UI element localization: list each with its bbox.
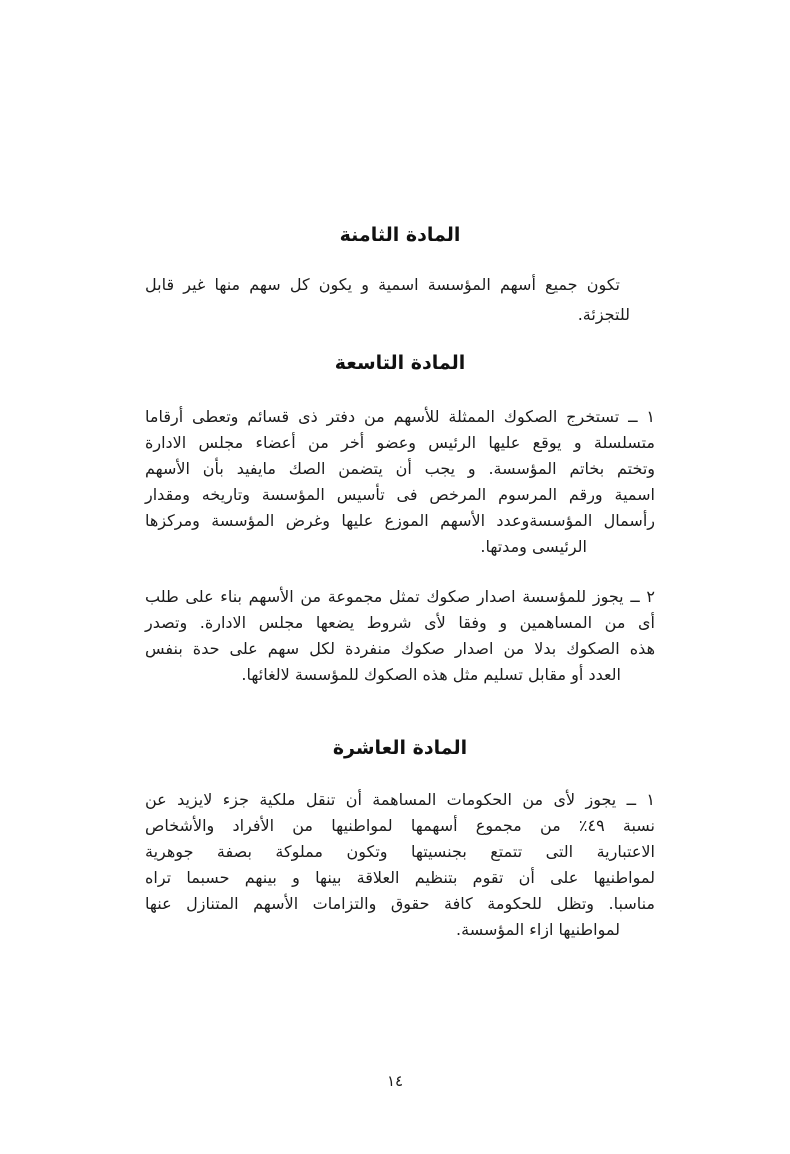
text-line: رأسمال المؤسسةوعدد الأسهم الموزع عليها وغرض المؤسسة ومركزها: [145, 511, 655, 530]
text-line: لمواطنيها ازاء المؤسسة.: [456, 920, 620, 939]
page-number: ١٤: [386, 1072, 404, 1090]
text-line: اسمية ورقم المرسوم المرخص فى تأسيس المؤسسة وتاريخه ومقدار: [145, 485, 655, 504]
item-number: ٢ ــ: [630, 587, 656, 606]
text-line: وتختم بخاتم المؤسسة. و يجب أن يتضمن الصك مايفيد بأن الأسهم: [145, 459, 655, 478]
text-line: نسبة ٤٩٪ من مجموع أسهمها لمواطنيها من الأفراد والأشخاص: [145, 816, 655, 835]
text-line: [145, 787, 655, 813]
text-line: هذه الصكوك بدلا من اصدار صكوك منفردة لكل سهم على حدة بنفس: [145, 639, 655, 658]
text-line: العدد أو مقابل تسليم مثل هذه الصكوك للمؤسسة لالغائها.: [241, 665, 621, 684]
article-10-heading: المادة العاشرة: [332, 737, 468, 759]
line-text: يجوز لأى من الحكومات المساهمة أن تنقل ملكية جزء لايزيد عن: [145, 790, 617, 809]
text-line: الرئيسى ومدتها.: [480, 537, 587, 556]
article-9-heading: المادة التاسعة: [334, 352, 466, 374]
text-line: [145, 584, 655, 610]
text-line: للتجزئة.: [577, 305, 630, 324]
article-8-body: [145, 270, 655, 330]
list-item-9-1: [145, 404, 655, 560]
article-8-heading: المادة الثامنة: [339, 224, 461, 246]
item-number: ١ ــ: [628, 407, 655, 426]
text-line: لمواطنيها على أن تقوم بتنظيم العلاقة بينها و بينهم حسبما تراه: [145, 868, 655, 887]
text-line: الاعتبارية التى تتمتع بجنسيتها وتكون مملوكة بصفة جوهرية: [145, 842, 655, 861]
text-line: أى من المساهمين و وفقا لأى شروط يضعها مجلس الادارة. وتصدر: [145, 613, 655, 632]
text-line: [145, 404, 655, 430]
text-line: تكون جميع أسهم المؤسسة اسمية و يكون كل سهم منها غير قابل: [145, 275, 620, 294]
line-text: تستخرج الصكوك الممثلة للأسهم من دفتر ذى قسائم وتعطى أرقاما: [145, 407, 620, 426]
text-line: متسلسلة و يوقع عليها الرئيس وعضو أخر من أعضاء مجلس الادارة: [145, 433, 655, 452]
line-text: يجوز للمؤسسة اصدار صكوك تمثل مجموعة من الأسهم بناء على طلب: [145, 587, 624, 606]
list-item-9-2: [145, 584, 655, 688]
item-number: ١ ــ: [626, 790, 656, 809]
text-line: مناسبا. وتظل للحكومة كافة حقوق والتزامات الأسهم المتنازل عنها: [145, 894, 655, 913]
list-item-10-1: [145, 787, 655, 943]
